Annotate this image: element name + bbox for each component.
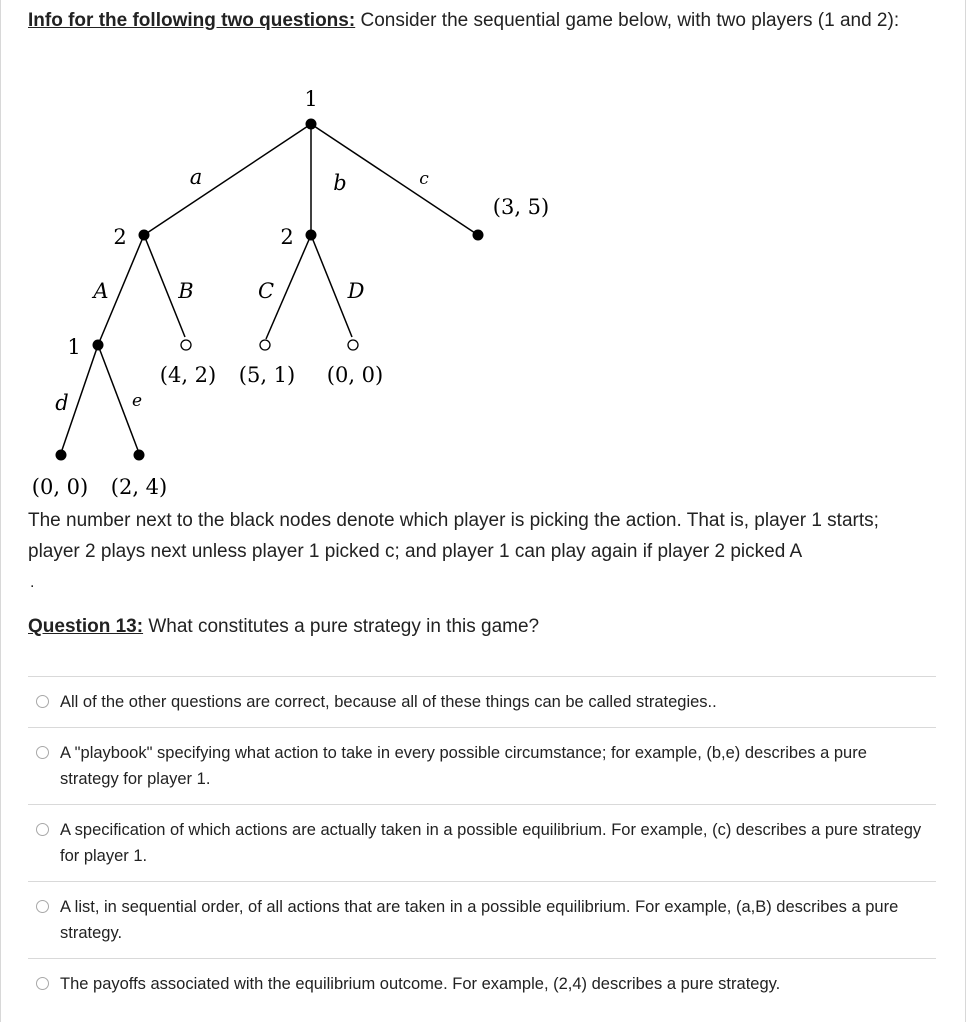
radio-button[interactable] [36,977,49,990]
terminal-node-C [260,340,270,350]
tree-description [28,505,933,567]
intro-paragraph [28,6,938,35]
game-tree [0,80,600,510]
terminal-node-d [56,450,67,461]
right-player2-label: 2 [280,225,294,249]
payoff-D: (0, 0) [326,363,384,387]
option-text: A list, in sequential order, of all actions that are taken in a possible equilibrium. For example, (a,B) describes a pure strategy. [60,898,899,942]
question-label: Question 13: [28,616,144,637]
question-13 [28,616,539,638]
payoff-B: (4, 2) [159,363,217,387]
payoff-e: (2, 4) [110,475,168,499]
action-label-d: d [55,391,69,415]
action-label-B: B [178,279,194,303]
question-text: What constitutes a pure strategy in this game? [148,616,540,637]
action-label-e: e [131,391,143,411]
answer-option[interactable] [28,804,936,881]
option-text: A "playbook" specifying what action to take in every possible circumstance; for example, (b,e) describes a pure strategy for player 1. [60,744,867,788]
payoff-d: (0, 0) [31,475,89,499]
answer-options [28,676,936,1009]
terminal-node-c [473,230,484,241]
action-label-D: D [347,279,365,303]
option-text: All of the other questions are correct, because all of these things can be called strategies.. [60,693,717,711]
lower-player1-label: 1 [67,335,81,359]
node-lower-player1 [93,340,104,351]
option-text: A specification of which actions are actually taken in a possible equilibrium. For example, (c) describes a pure strategy for player 1. [60,821,922,865]
radio-button[interactable] [36,746,49,759]
edge-a [144,124,311,235]
radio-button[interactable] [36,695,49,708]
answer-option[interactable] [28,676,936,727]
node-left-player2 [139,230,150,241]
option-text: The payoffs associated with the equilibrium outcome. For example, (2,4) describes a pure strategy. [60,975,781,993]
node-root [306,119,317,130]
action-label-C: C [257,279,275,303]
action-label-b: b [333,171,347,195]
answer-option[interactable] [28,727,936,804]
action-label-a: a [189,165,203,189]
root-player-label: 1 [304,87,318,111]
terminal-node-D [348,340,358,350]
radio-button[interactable] [36,900,49,913]
trailing-dot: . [30,574,35,591]
left-player2-label: 2 [113,225,127,249]
intro-text: Consider the sequential game below, with two players (1 and 2): [360,10,900,31]
terminal-node-B [181,340,191,350]
terminal-node-e [134,450,145,461]
action-label-c: c [419,169,429,189]
answer-option[interactable] [28,958,936,1009]
action-label-A: A [93,279,109,303]
description-text: The number next to the black nodes denote which player is picking the action. That is, player 1 starts; player 2 plays next unless player 1 picked c; and player 1 can play again if player 2 picked A [28,510,879,562]
intro-heading: Info for the following two questions: [28,10,356,31]
node-right-player2 [306,230,317,241]
edge-D [311,235,352,337]
radio-button[interactable] [36,823,49,836]
answer-option[interactable] [28,881,936,958]
payoff-C: (5, 1) [238,363,296,387]
payoff-c: (3, 5) [492,195,550,219]
